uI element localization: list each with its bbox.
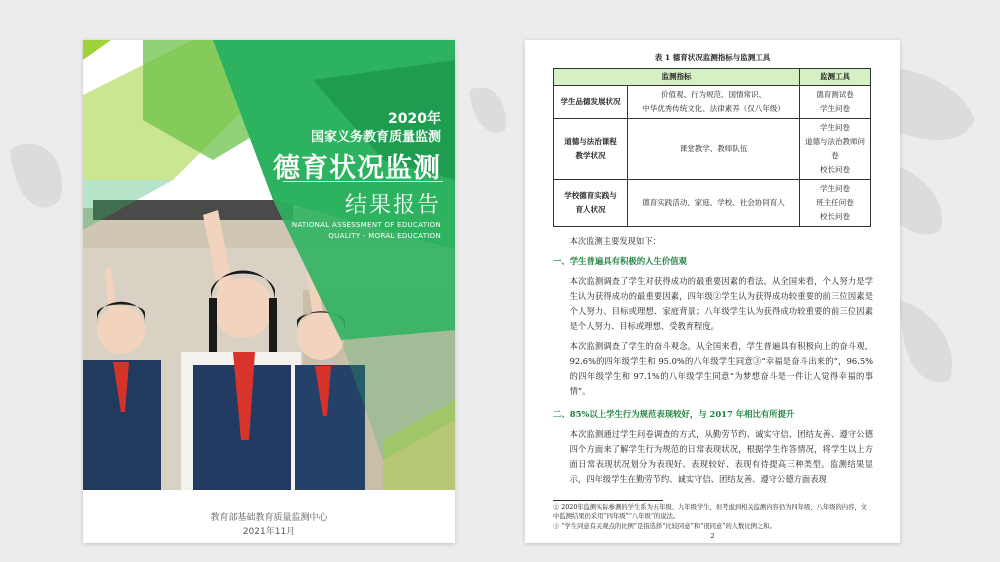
cover-report-title: 结果报告 <box>344 193 441 218</box>
table-row-label <box>554 86 628 119</box>
paragraph-1 <box>553 274 873 334</box>
cover-date: 2021年11月 <box>242 527 296 537</box>
paragraph-3-text: 本次监测通过学生问卷调查的方式，从勤劳节约、诚实守信、团结友善、遵守公德四个方面来了解学生行为规范的日常表现状况，根据学生作答情况，将学生以上方面日常表现状况划分为表现好、表现较好、表现有待提高三种类型。监测结果显示，四年级学生在勤劳节约、诚实守信、团结友善、遵守公德方面表现 <box>569 429 873 484</box>
cover-organization: 教育部基础教育质量监测中心 <box>210 513 328 523</box>
table-row <box>554 180 871 227</box>
indicator-line: 德育实践活动、家庭、学校、社会协同育人 <box>642 198 785 207</box>
cover-english-title-line1: NATIONAL ASSESSMENT OF EDUCATION <box>291 221 441 229</box>
label-line: 道德与法治课程 <box>564 137 617 146</box>
cover-year: 2020年 <box>388 111 441 127</box>
tool-line: 德育测试卷 <box>816 90 854 99</box>
cover-english-title-line2: QUALITY - MORAL EDUCATION <box>328 232 441 240</box>
findings-intro-text: 本次监测主要发现如下： <box>569 236 661 246</box>
section-heading-1: 一、学生普遍具有积极的人生价值观 <box>553 256 687 266</box>
indicator-line: 中华优秀传统文化、法律素养（仅八年级） <box>642 104 785 113</box>
label-line: 教学状况 <box>575 151 606 160</box>
table-header-tools: 监测工具 <box>800 69 871 86</box>
table-header-indicators: 监测指标 <box>554 69 800 86</box>
tool-line: 校长问卷 <box>820 165 850 174</box>
label-line: 学校德育实践与 <box>564 191 617 200</box>
report-cover-page <box>83 40 455 543</box>
footnote-divider <box>553 500 663 501</box>
table-row-label <box>554 180 628 227</box>
tool-line: 班主任问卷 <box>816 198 854 207</box>
paragraph-3 <box>553 427 873 487</box>
indicator-line: 价值观、行为规范、国情常识、 <box>661 90 766 99</box>
table-cell-indicators <box>628 119 800 180</box>
table-row <box>554 86 871 119</box>
table-cell-tools <box>800 180 871 227</box>
table-caption: 表 1 德育状况监测指标与监测工具 <box>654 53 771 62</box>
tool-line: 学生问卷 <box>820 184 850 193</box>
table-row-label <box>554 119 628 180</box>
tool-line: 校长问卷 <box>820 212 850 221</box>
cover-main-title: 德育状况监测 <box>273 153 441 184</box>
table-cell-tools <box>800 119 871 180</box>
report-content-page <box>525 40 900 543</box>
paragraph-2-text: 本次监测调查了学生的奋斗观念。从全国来看，学生普遍具有积极向上的奋斗观，92.6%的四年级学生和 95.0%的八年级学生同意③“幸福是奋斗出来的”，96.5%的四年级学生和 97.1%的八年级学生同意“为梦想奋斗是一件让人觉得幸福的事情”。 <box>569 341 873 396</box>
indicator-line: 课堂教学、教师队伍 <box>679 144 748 153</box>
footnote-1: ② 2020年监测实际参测的学生系为五年级、九年级学生，但考虑到相关监测内容仍为四年级、八年级的内容，文中监测结果仍采用“四年级”“八年级”的说法。 <box>553 504 867 520</box>
tool-line: 学生问卷 <box>820 104 850 113</box>
table-cell-tools <box>800 86 871 119</box>
indicator-table <box>553 68 871 227</box>
table-cell-indicators <box>628 86 800 119</box>
cover-subtitle: 国家义务教育质量监测 <box>310 130 441 145</box>
paragraph-1-text: 本次监测调查了学生对获得成功的最重要因素的看法。从全国来看，个人努力是学生认为获得成功的最重要因素，四年级②学生认为获得成功较重要的前三位因素是个人努力、目标或理想、家庭背景；八年级学生认为获得成功较重要的前三位因素是个人努力、目标或理想、受教育程度。 <box>569 276 873 331</box>
label-line: 学生品德发展状况 <box>560 97 621 106</box>
label-line: 育人状况 <box>575 205 606 214</box>
section-heading-2: 二、85%以上学生行为规范表现较好，与 2017 年相比有所提升 <box>553 409 795 419</box>
page-number: 2 <box>710 532 715 540</box>
footnote-2: ③ “学生同意有关观点的比例”是指选择“比较同意”和“很同意”的人数比例之和。 <box>553 523 776 530</box>
tool-line: 学生问卷 <box>820 123 850 132</box>
table-cell-indicators <box>628 180 800 227</box>
findings-intro <box>553 234 873 249</box>
paragraph-2 <box>553 339 873 399</box>
tool-line: 道德与法治教师问卷 <box>805 137 865 160</box>
table-row <box>554 119 871 180</box>
